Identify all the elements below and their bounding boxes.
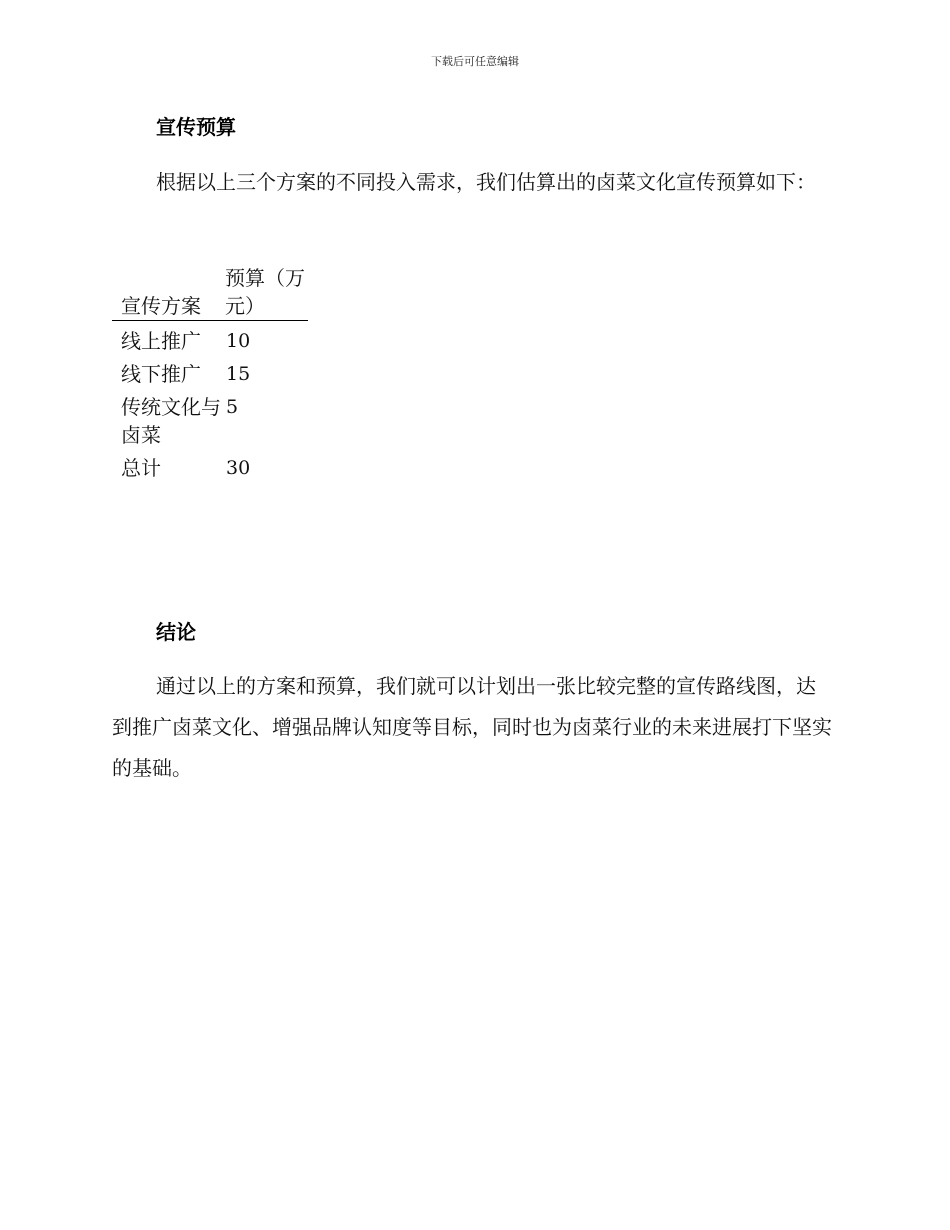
column-header-budget: 预算（万元） (223, 264, 308, 321)
table-cell-budget: 30 (226, 457, 251, 479)
section-heading-conclusion: 结论 (156, 620, 196, 644)
table-cell-budget: 10 (226, 330, 251, 352)
column-header-plan: 宣传方案 (112, 264, 223, 321)
table-cell-plan: 线上推广 (121, 329, 201, 353)
conclusion-paragraph: 通过以上的方案和预算，我们就可以计划出一张比较完整的宣传路线图，达到推广卤菜文化、增强品牌认知度等目标，同时也为卤菜行业的未来进展打下坚实的基础。 (112, 674, 832, 780)
budget-intro-paragraph: 根据以上三个方案的不同投入需求，我们估算出的卤菜文化宣传预算如下： (156, 170, 816, 194)
table-cell-plan: 线下推广 (121, 362, 201, 386)
table-cell-budget: 15 (226, 363, 251, 385)
table-cell-plan: 总计 (121, 456, 161, 480)
table-header-row (112, 264, 308, 321)
table-cell-budget: 5 (226, 396, 239, 418)
budget-table (112, 264, 308, 482)
table-row (112, 388, 308, 449)
table-row (112, 449, 308, 482)
table-cell-plan: 传统文化与卤菜 (121, 395, 221, 447)
table-row (112, 321, 308, 356)
table-row (112, 355, 308, 388)
section-heading-budget: 宣传预算 (156, 115, 236, 139)
page-header: 下载后可任意编辑 (431, 55, 519, 68)
